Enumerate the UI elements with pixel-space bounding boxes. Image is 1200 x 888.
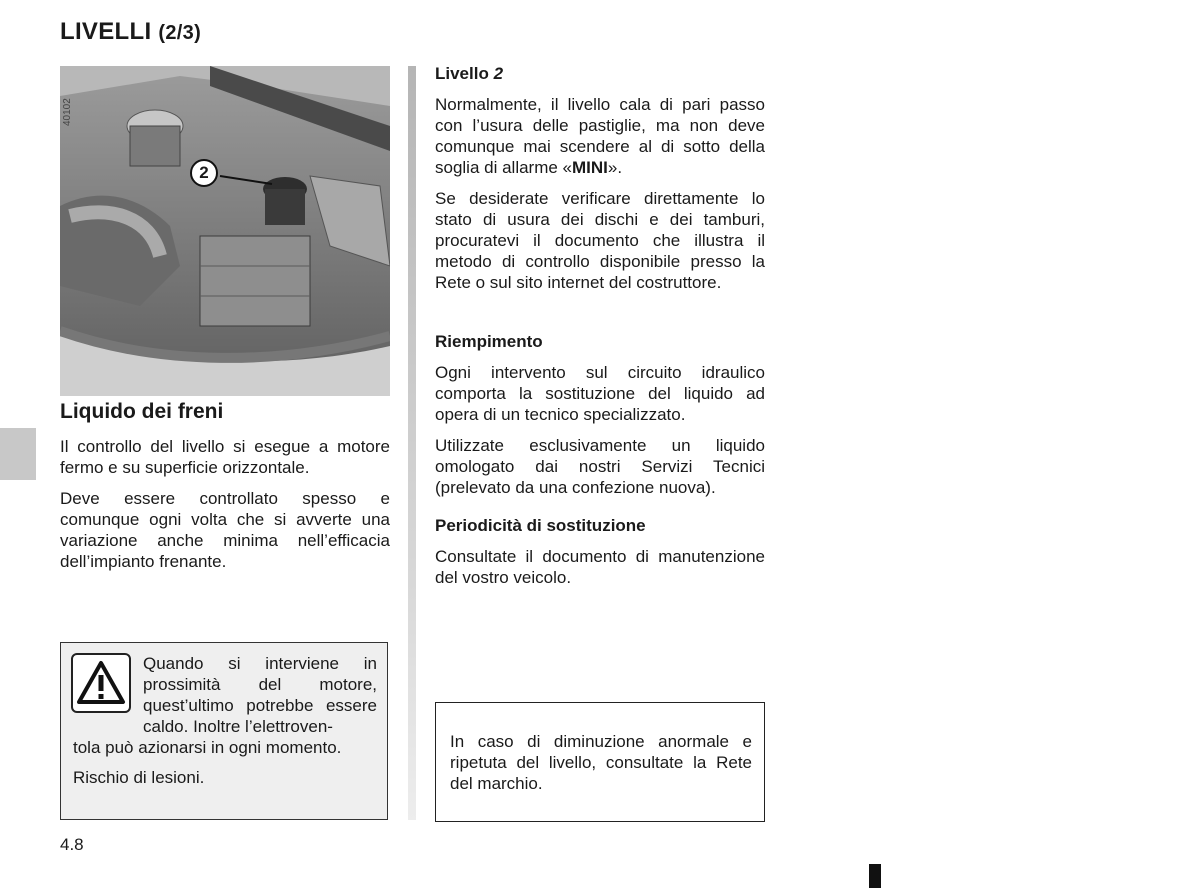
paragraph-check-conditions: Il controllo del livello si esegue a motore fermo e su superficie orizzontale. [60, 437, 390, 477]
page-title: LIVELLI (2/3) [60, 18, 202, 45]
refill-heading: Riempimento [435, 332, 543, 351]
warning-box [60, 642, 388, 820]
section-heading-brake-fluid: Liquido dei freni [60, 400, 224, 423]
column-divider [408, 66, 416, 820]
level-label: Livello 2 [435, 64, 504, 83]
paragraph-check-frequency: Deve essere controllato spesso e comunque ogni volta che si avverte una variazione anche minima nell’efficacia dell’impianto frenante. [60, 489, 390, 571]
paragraph-wear-check: Se desiderate verificare direttamente lo stato di usura dei dischi e dei tamburi, procuratevi il documento che illustra il metodo di controllo disponibile presso la Rete o sul sito internet del costruttore. [435, 189, 765, 292]
edge-mark [869, 864, 881, 888]
warning-risk: Rischio di lesioni. [73, 768, 205, 787]
note-box [435, 702, 765, 822]
page-number: 4.8 [60, 835, 84, 854]
warning-text-continued: tola può azionarsi in ogni momento. [73, 738, 342, 757]
page-subtitle: (2/3) [158, 22, 202, 44]
engine-bay-photo [60, 66, 390, 396]
section-tab [0, 428, 36, 480]
callout-2: 2 [190, 159, 218, 187]
paragraph-maintenance: Consultate il documento di manutenzione del vostro veicolo. [435, 547, 765, 587]
warning-triangle-icon [71, 653, 131, 713]
paragraph-refill: Ogni intervento sul circuito idraulico comporta la sostituzione del liquido ad opera di un tecnico specializzato. [435, 363, 765, 424]
paragraph-approved-fluid: Utilizzate esclusivamente un liquido omologato dai nostri Servizi Tecnici (prelevato da una confezione nuova). [435, 436, 765, 497]
replacement-heading: Periodicità di sostituzione [435, 516, 646, 535]
paragraph-level-drop: Normalmente, il livello cala di pari passo con l’usura delle pastiglie, ma non deve comunque mai scendere al di sotto della soglia di allarme «MINI». [435, 95, 765, 177]
level-number: 2 [493, 64, 504, 83]
warning-text: Quando si interviene in prossimità del motore, quest’ultimo potrebbe essere caldo. Inoltre l’elettroven- [143, 654, 377, 736]
engine-illustration [60, 66, 390, 396]
figure-code: 40102 [62, 98, 73, 126]
note-text: In caso di diminuzione anormale e ripetuta del livello, consultate la Rete del marchio. [450, 732, 752, 793]
